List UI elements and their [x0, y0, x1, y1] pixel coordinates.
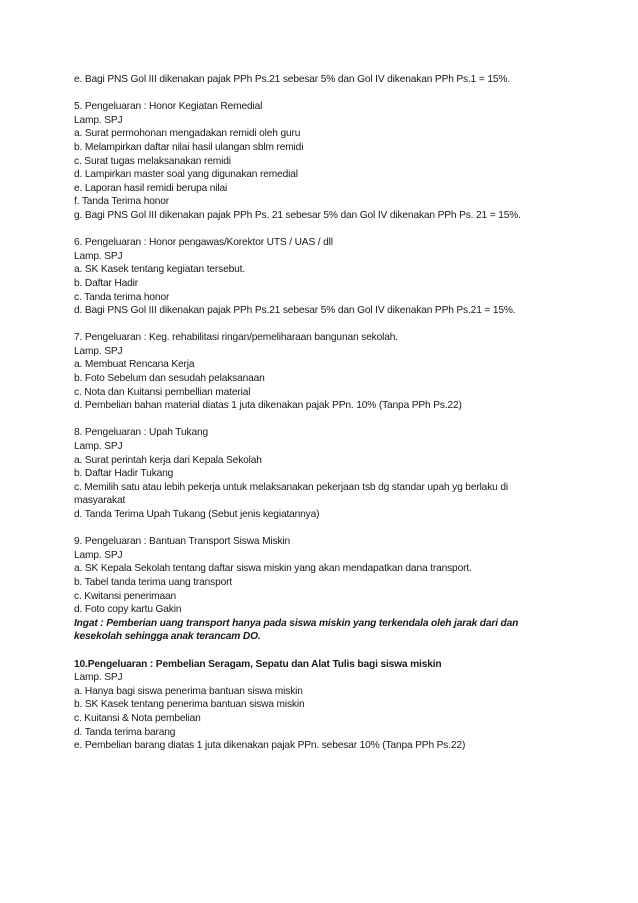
section-8: [74, 426, 574, 521]
paragraph-gap: [74, 318, 574, 332]
list-item: a. SK Kepala Sekolah tentang daftar siswa miskin yang akan mendapatkan dana transport.: [74, 563, 472, 575]
section-lamp: Lamp. SPJ: [74, 114, 123, 126]
paragraph-gap: [74, 223, 574, 237]
list-item: d. Foto copy kartu Gakin: [74, 604, 182, 616]
list-item: c. Memilih satu atau lebih pekerja untuk melaksanakan pekerjaan tsb dg standar upah yg berlaku di: [74, 481, 508, 493]
section-10: [74, 658, 574, 753]
list-item: d. Pembelian bahan material diatas 1 juta dikenakan pajak PPn. 10% (Tanpa PPh Ps.22): [74, 400, 462, 412]
section-title: 5. Pengeluaran : Honor Kegiatan Remedial: [74, 101, 263, 113]
list-item: c. Nota dan Kuitansi pembellian material: [74, 386, 251, 398]
paragraph-gap: [74, 413, 574, 427]
list-item: a. Surat permohonan mengadakan remidi oleh guru: [74, 128, 301, 140]
intro-tax-line: e. Bagi PNS Gol III dikenakan pajak PPh Ps.21 sebesar 5% dan Gol IV dikenakan PPh Ps.1 = 15%.: [74, 74, 510, 85]
paragraph-gap: [74, 87, 574, 101]
list-item: b. Tabel tanda terima uang transport: [74, 576, 233, 588]
note-line: kesekolah sehingga anak terancam DO.: [74, 631, 261, 643]
list-item: d. Bagi PNS Gol III dikenakan pajak PPh Ps.21 sebesar 5% dan Gol IV dikenakan PPh Ps.21 = 15%.: [74, 305, 516, 317]
list-item: d. Tanda terima barang: [74, 726, 176, 738]
list-item: b. Daftar Hadir: [74, 277, 138, 289]
list-item: a. Hanya bagi siswa penerima bantuan siswa miskin: [74, 685, 303, 697]
section-title: 7. Pengeluaran : Keg. rehabilitasi ringan/pemeliharaan bangunan sekolah.: [74, 332, 398, 344]
section-title: 8. Pengeluaran : Upah Tukang: [74, 427, 208, 439]
paragraph-gap: [74, 644, 574, 658]
list-item: c. Surat tugas melaksanakan remidi: [74, 155, 231, 167]
document-page: [74, 73, 574, 753]
note-line: Ingat : Pemberian uang transport hanya pada siswa miskin yang terkendala oleh jarak dari dan: [74, 617, 519, 629]
section-title: 6. Pengeluaran : Honor pengawas/Korektor UTS / UAS / dll: [74, 237, 333, 249]
list-item: c. Kwitansi penerimaan: [74, 590, 177, 602]
list-item: e. Laporan hasil remidi berupa nilai: [74, 182, 228, 194]
section-lamp: Lamp. SPJ: [74, 441, 123, 453]
paragraph-gap: [74, 522, 574, 536]
section-lamp: Lamp. SPJ: [74, 250, 123, 262]
list-item: d. Lampirkan master soal yang digunakan remedial: [74, 169, 298, 181]
list-item-continuation: masyarakat: [74, 495, 126, 507]
section-lamp: Lamp. SPJ: [74, 672, 123, 684]
list-item: g. Bagi PNS Gol III dikenakan pajak PPh Ps. 21 sebesar 5% dan Gol IV dikenakan PPh Ps. 21 = 15%.: [74, 209, 521, 221]
list-item: a. SK Kasek tentang kegiatan tersebut.: [74, 264, 245, 276]
section-9: [74, 535, 574, 644]
list-item: a. Surat perintah kerja dari Kepala Sekolah: [74, 454, 262, 466]
list-item: f. Tanda Terima honor: [74, 196, 170, 208]
section-title: 9. Pengeluaran : Bantuan Transport Siswa Miskin: [74, 536, 291, 548]
section-lamp: Lamp. SPJ: [74, 549, 123, 561]
section-7: [74, 331, 574, 413]
list-item: b. Daftar Hadir Tukang: [74, 468, 174, 480]
list-item: a. Membuat Rencana Kerja: [74, 359, 195, 371]
list-item: e. Pembelian barang diatas 1 juta dikenakan pajak PPn. sebesar 10% (Tanpa PPh Ps.22): [74, 740, 466, 752]
section-5: [74, 100, 574, 222]
section-lamp: Lamp. SPJ: [74, 345, 123, 357]
list-item: c. Tanda terima honor: [74, 291, 170, 303]
list-item: b. Foto Sebelum dan sesudah pelaksanaan: [74, 373, 265, 385]
list-item: d. Tanda Terima Upah Tukang (Sebut jenis kegiatannya): [74, 509, 320, 520]
list-item: b. Melampirkan daftar nilai hasil ulangan sblm remidi: [74, 141, 304, 153]
section-6: [74, 236, 574, 318]
list-item: b. SK Kasek tentang penerima bantuan siswa miskin: [74, 699, 305, 711]
section-title: 10.Pengeluaran : Pembelian Seragam, Sepatu dan Alat Tulis bagi siswa miskin: [74, 658, 442, 670]
list-item: c. Kuitansi & Nota pembelian: [74, 712, 201, 724]
